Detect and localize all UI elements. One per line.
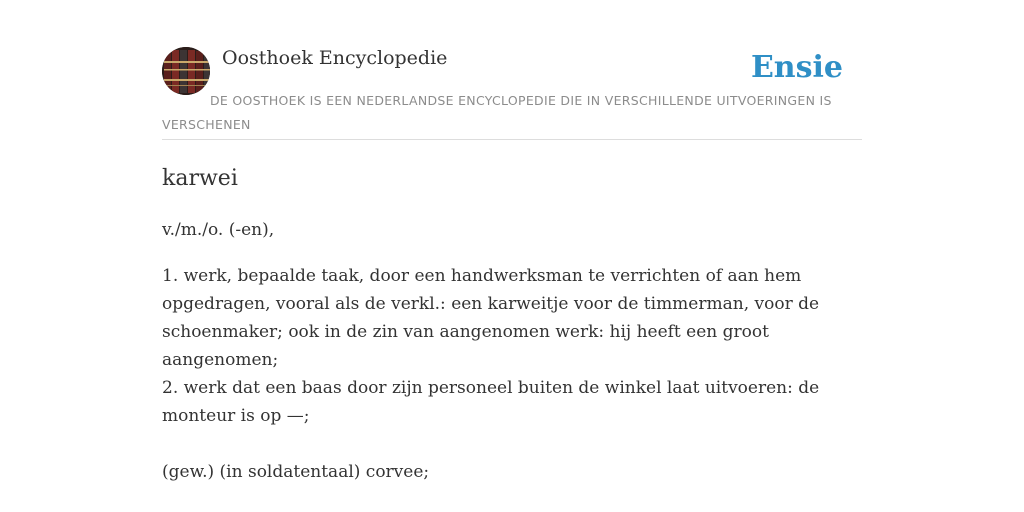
sense-2: 2. werk dat een baas door zijn personeel buiten de winkel laat uitvoeren: de monteur is op —; [162, 378, 820, 426]
encyclopedia-books-avatar[interactable] [162, 47, 210, 95]
entry-content [162, 164, 862, 486]
site-tagline: DE OOSTHOEK IS EEN NEDERLANDSE ENCYCLOPEDIE DIE IN VERSCHILLENDE UITVOERINGEN IS VERSCHENEN [162, 93, 832, 132]
books-image [162, 47, 210, 95]
brand-logo[interactable]: Ensie [750, 50, 843, 85]
site-header [162, 46, 862, 140]
site-title[interactable]: Oosthoek Encyclopedie [222, 47, 448, 69]
entry-definition [162, 262, 862, 486]
entry-headword: karwei [162, 166, 238, 191]
usage-note: (gew.) (in soldatentaal) corvee; [162, 462, 430, 482]
sense-1: 1. werk, bepaalde taak, door een handwerksman te verrichten of aan hem opgedragen, vooral als de verkl.: een karweitje voor de timmerman, voor de schoenmaker; ook in de zin van aangenomen werk: hij heeft een groot aangenomen; [162, 266, 820, 370]
spacer [162, 430, 862, 458]
grammar-info: v./m./o. (-en), [162, 220, 275, 240]
